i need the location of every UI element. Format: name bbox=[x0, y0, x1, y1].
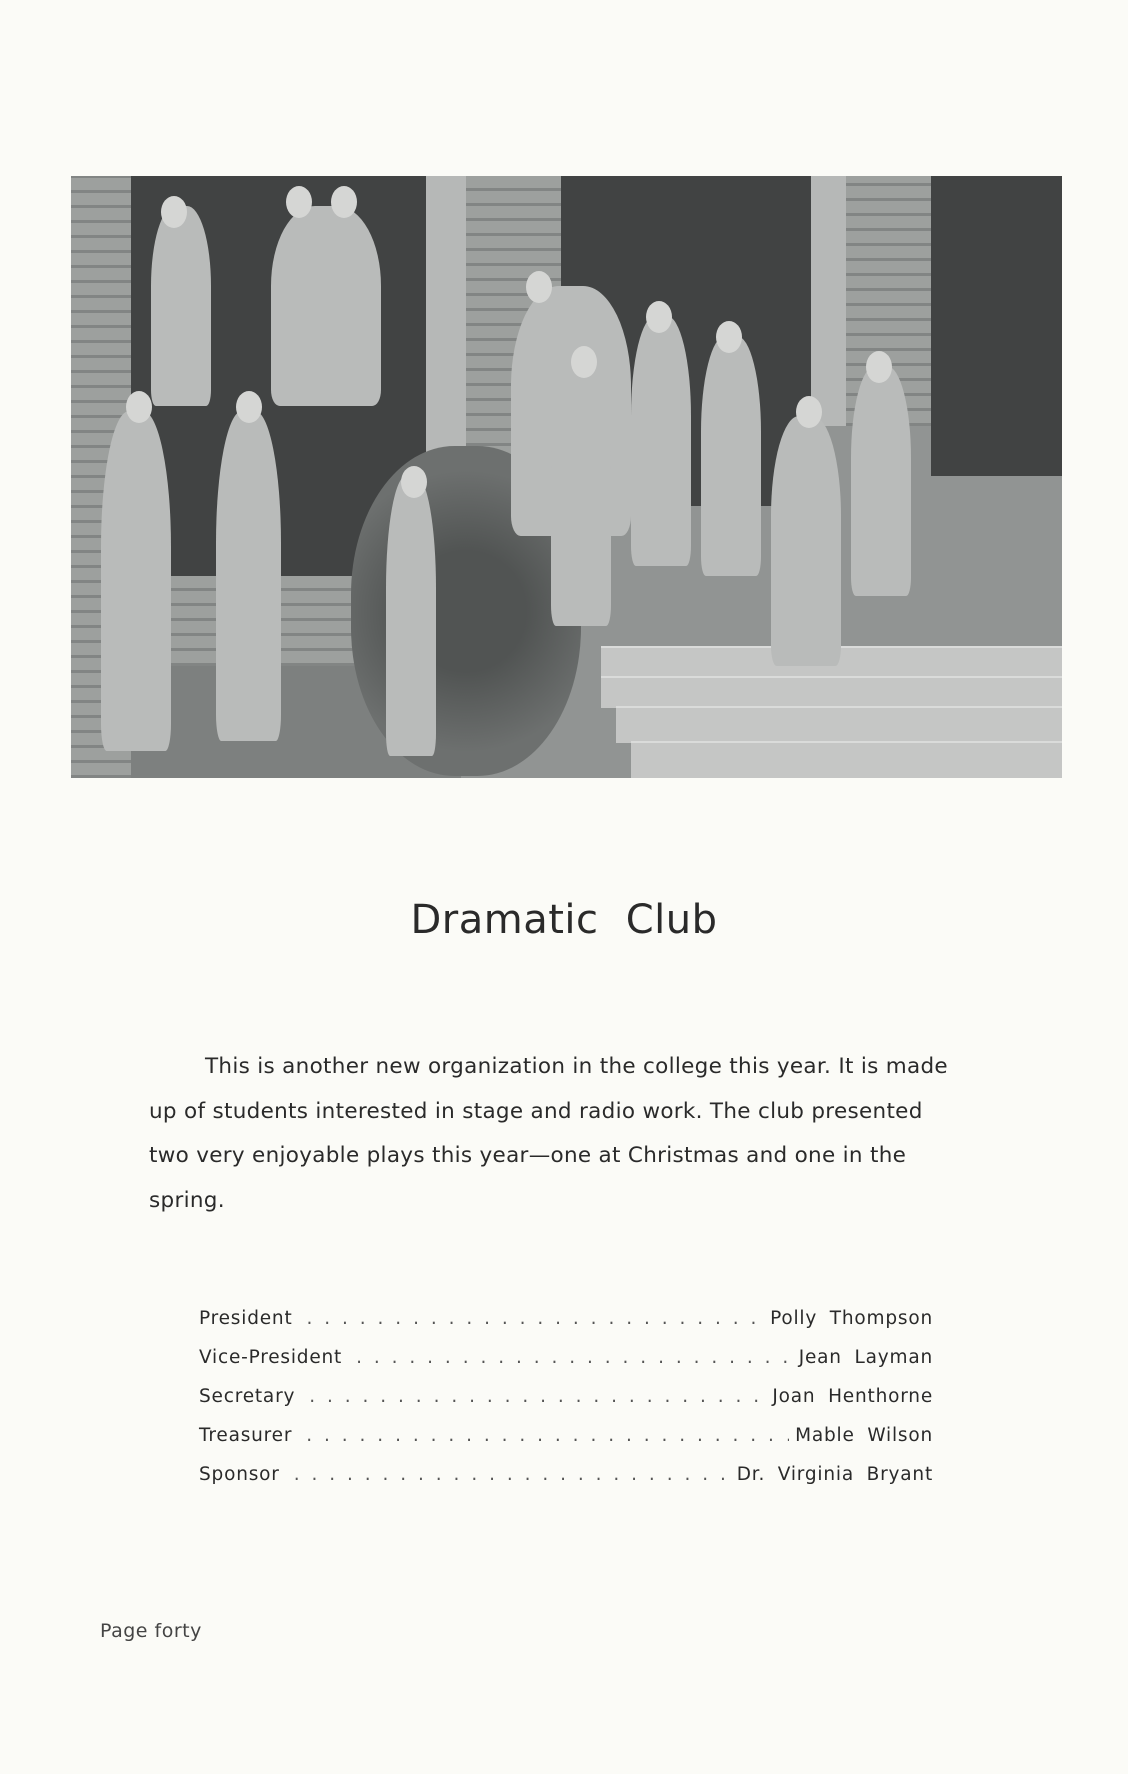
paragraph-line: spring. bbox=[149, 1187, 225, 1213]
leader-dots bbox=[306, 1425, 789, 1446]
officer-name: Jean Layman bbox=[798, 1347, 933, 1368]
officer-row-president bbox=[199, 1308, 933, 1329]
paragraph-line: This is another new organization in the college this year. It is made bbox=[205, 1054, 948, 1079]
officer-role: Secretary bbox=[199, 1386, 296, 1407]
officer-name: Dr. Virginia Bryant bbox=[736, 1464, 933, 1485]
officer-role: Vice-President bbox=[199, 1347, 343, 1368]
officer-name: Polly Thompson bbox=[770, 1308, 933, 1329]
officer-role: Treasurer bbox=[199, 1425, 293, 1446]
officer-row-vice-president bbox=[199, 1347, 933, 1368]
officer-row-treasurer bbox=[199, 1425, 933, 1446]
officer-row-sponsor bbox=[199, 1464, 933, 1485]
paragraph-line: up of students interested in stage and radio work. The club presented bbox=[149, 1098, 923, 1124]
paragraph-line: two very enjoyable plays this year—one at Christmas and one in the bbox=[149, 1143, 907, 1168]
description-paragraph bbox=[149, 1045, 980, 1223]
officer-role: President bbox=[199, 1308, 293, 1329]
group-photo bbox=[71, 176, 1062, 778]
page-number: Page forty bbox=[100, 1620, 202, 1642]
officer-row-secretary bbox=[199, 1386, 933, 1407]
officer-name: Mable Wilson bbox=[795, 1425, 933, 1446]
leader-dots bbox=[294, 1464, 731, 1485]
page-title: Dramatic Club bbox=[410, 897, 718, 943]
leader-dots bbox=[307, 1308, 765, 1329]
officer-name: Joan Henthorne bbox=[772, 1386, 933, 1407]
officer-role: Sponsor bbox=[199, 1464, 280, 1485]
leader-dots bbox=[356, 1347, 793, 1368]
leader-dots bbox=[309, 1386, 766, 1407]
